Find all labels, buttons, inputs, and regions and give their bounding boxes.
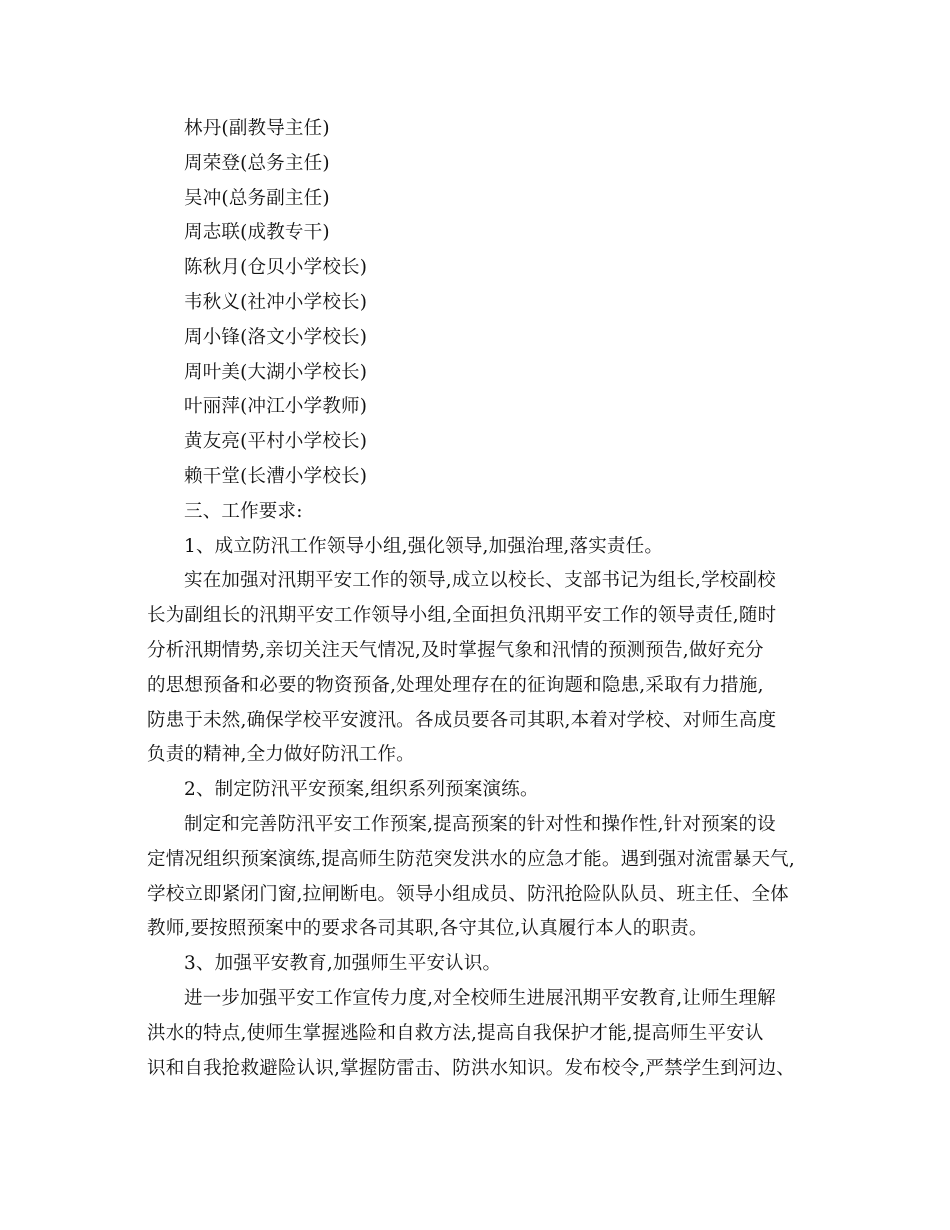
- requirement-3: [147, 947, 827, 1086]
- section-heading: 三、工作要求:: [184, 500, 303, 522]
- member-item: 林丹(副教导主任): [184, 118, 330, 139]
- paragraph-line: 防患于未然,确保学校平安渡汛。各成员要各司其职,本着对学校、对师生高度: [147, 709, 777, 731]
- member-item: 叶丽萍(冲江小学教师): [184, 396, 368, 418]
- paragraph-line: 进一步加强平安工作宣传力度,对全校师生进展汛期平安教育,让师生理解: [184, 987, 776, 1009]
- requirement-heading: 2、制定防汛平安预案,组织系列预案演练。: [184, 779, 539, 801]
- requirement-paragraph: [147, 808, 827, 947]
- paragraph-line: 洪水的特点,使师生掌握逃险和自救方法,提高自我保护才能,提高师生平安认: [147, 1022, 764, 1044]
- paragraph-line: 学校立即紧闭门窗,拉闸断电。领导小组成员、防汛抢险队队员、班主任、全体: [147, 883, 789, 905]
- paragraph-line: 长为副组长的汛期平安工作领导小组,全面担负汛期平安工作的领导责任,随时: [147, 605, 777, 627]
- paragraph-line: 制定和完善防汛平安工作预案,提高预案的针对性和操作性,针对预案的设: [184, 813, 776, 835]
- paragraph-line: 识和自我抢救避险认识,掌握防雷击、防洪水知识。发布校令,严禁学生到河边、: [147, 1057, 795, 1079]
- member-item: 赖干堂(长漕小学校长): [184, 465, 368, 487]
- member-item: 韦秋义(社冲小学校长): [184, 291, 368, 313]
- paragraph-line: 分析汛期情势,亲切关注天气情况,及时掌握气象和汛情的预测预告,做好充分: [147, 639, 764, 661]
- member-item: 周志联(成教专干): [184, 222, 330, 244]
- member-item: 陈秋月(仓贝小学校长): [184, 257, 368, 279]
- paragraph-line: 负责的精神,全力做好防汛工作。: [147, 744, 415, 766]
- member-item: 周荣登(总务主任): [184, 152, 330, 174]
- requirement-paragraph: [147, 982, 827, 1086]
- member-item: 吴冲(总务副主任): [184, 187, 330, 209]
- requirement-heading: 3、加强平安教育,加强师生平安认识。: [184, 953, 502, 975]
- member-item: 周小锋(洛文小学校长): [184, 326, 368, 348]
- member-item: 黄友亮(平村小学校长): [184, 431, 368, 453]
- member-item: 周叶美(大湖小学校长): [184, 361, 368, 383]
- requirement-paragraph: [147, 564, 827, 773]
- document-body: [147, 112, 827, 1086]
- paragraph-line: 定情况组织预案演练,提高师生防范突发洪水的应急才能。遇到强对流雷暴天气,: [147, 848, 795, 870]
- paragraph-line: 的思想预备和必要的物资预备,处理处理存在的征询题和隐患,采取有力措施,: [147, 674, 764, 696]
- requirement-1: [147, 530, 827, 774]
- paragraph-line: 教师,要按照预案中的要求各司其职,各守其位,认真履行本人的职责。: [147, 918, 708, 940]
- requirement-2: [147, 773, 827, 947]
- member-list: [147, 112, 827, 495]
- paragraph-line: 实在加强对汛期平安工作的领导,成立以校长、支部书记为组长,学校副校: [184, 570, 776, 592]
- requirement-heading: 1、成立防汛工作领导小组,强化领导,加强治理,落实责任。: [184, 535, 664, 557]
